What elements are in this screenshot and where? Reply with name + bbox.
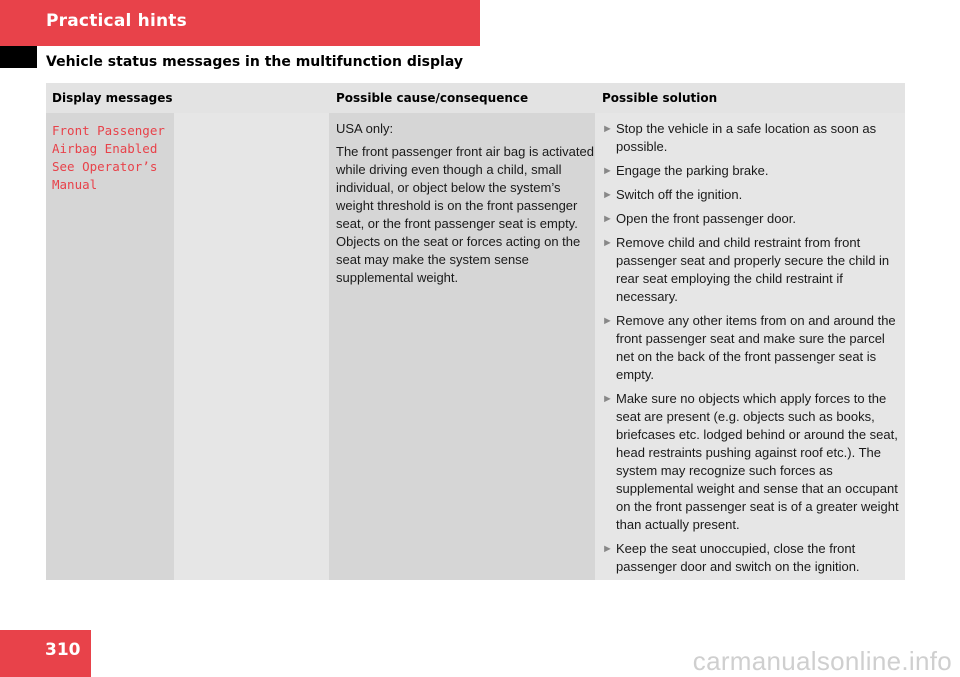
cause-paragraph: The front passenger front air bag is activated while driving even though a child, small individual, or object below the system’s weight threshold is on the front passenger seat, or the front passenger seat is empty. Objects on the seat or forces acting on the seat may make the system sense supplemental weight. bbox=[336, 144, 594, 285]
display-message-line: Manual bbox=[52, 177, 98, 192]
arrow-icon: ► bbox=[602, 543, 613, 555]
column-header-possible-cause: Possible cause/consequence bbox=[336, 91, 529, 105]
arrow-icon: ► bbox=[602, 237, 613, 249]
solution-text: Stop the vehicle in a safe location as soon as possible. bbox=[616, 121, 877, 154]
solution-item bbox=[602, 162, 902, 180]
display-message-line: See Operator’s bbox=[52, 159, 158, 174]
solution-text: Keep the seat unoccupied, close the front passenger door and switch on the ignition. bbox=[616, 541, 860, 574]
solution-item bbox=[602, 210, 902, 228]
solution-item bbox=[602, 540, 902, 576]
status-messages-table bbox=[46, 83, 905, 580]
solution-text: Remove child and child restraint from front passenger seat and properly secure the child in rear seat employing the child restraint if necessary. bbox=[616, 235, 890, 304]
display-message-line: Front Passenger bbox=[52, 123, 165, 138]
arrow-icon: ► bbox=[602, 393, 613, 405]
cause-heading: USA only: bbox=[336, 121, 394, 136]
arrow-icon: ► bbox=[602, 315, 613, 327]
solution-list bbox=[602, 120, 902, 582]
solution-text: Open the front passenger door. bbox=[616, 211, 796, 226]
arrow-icon: ► bbox=[602, 165, 613, 177]
display-message-line: Airbag Enabled bbox=[52, 141, 158, 156]
page-number-box bbox=[0, 630, 91, 677]
display-message-text bbox=[52, 122, 174, 194]
cause-cell bbox=[329, 113, 595, 580]
arrow-icon: ► bbox=[602, 189, 613, 201]
solution-text: Make sure no objects which apply forces to the seat are present (e.g. objects such as books, briefcases etc. lodged behind or around the seat, head restraints pushing against roof etc.). The system may recognize such forces as supplemental weight and sense that an occupant on the front passenger seat is of a greater weight than actually present. bbox=[616, 391, 899, 532]
display-message-cell bbox=[46, 113, 174, 580]
solution-cell bbox=[595, 113, 905, 580]
solution-text: Remove any other items from on and around the front passenger seat and make sure the parcel net on the back of the front passenger seat is empty. bbox=[616, 313, 896, 382]
empty-cell bbox=[174, 113, 329, 580]
section-title: Vehicle status messages in the multifunction display bbox=[46, 54, 463, 70]
arrow-icon: ► bbox=[602, 123, 613, 135]
column-header-possible-solution: Possible solution bbox=[602, 91, 718, 105]
column-header-display-messages: Display messages bbox=[52, 91, 173, 105]
solution-item bbox=[602, 390, 902, 534]
solution-item bbox=[602, 186, 902, 204]
table-header bbox=[46, 83, 905, 113]
solution-item bbox=[602, 120, 902, 156]
arrow-icon: ► bbox=[602, 213, 613, 225]
header-title: Practical hints bbox=[46, 11, 187, 31]
solution-item bbox=[602, 234, 902, 306]
solution-text: Engage the parking brake. bbox=[616, 163, 769, 178]
solution-text: Switch off the ignition. bbox=[616, 187, 743, 202]
cause-text bbox=[336, 120, 594, 292]
header-band bbox=[0, 0, 480, 46]
section-marker bbox=[0, 46, 37, 68]
watermark: carmanualsonline.info bbox=[692, 646, 952, 676]
solution-item bbox=[602, 312, 902, 384]
page-number: 310 bbox=[45, 640, 81, 660]
